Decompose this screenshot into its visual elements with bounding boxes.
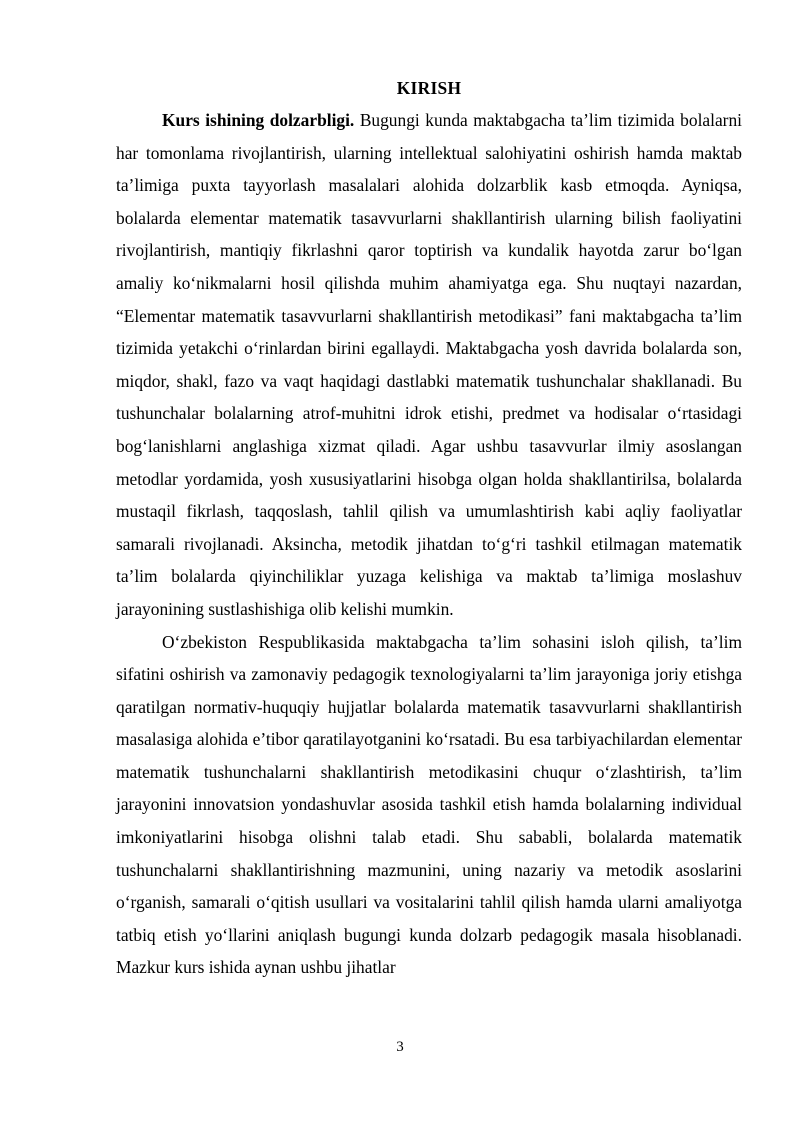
- page-number: 3: [396, 1039, 404, 1055]
- paragraph-body: O‘zbekiston Respublikasida maktabgacha ta’lim sohasini isloh qilish, ta’lim sifatini oshirish va zamonaviy pedagogik texnologiyalarni ta’lim jarayoniga joriy etishga qaratilgan normativ-huquqiy hujjatlar bolalarda matematik tasavvurlarni shakllantirish masalasiga alohida e’tibor qaratilayotganini ko‘rsatadi. Bu esa tarbiyachilardan elementar matematik tushunchalarni shakllantirish metodikasini chuqur o‘zlashtirish, ta’lim jarayonini innovatsion yondashuvlar asosida tashkil etish hamda bolalarning individual imkoniyatlarini hisobga olishni talab etadi. Shu sababli, bolalarda matematik tushunchalarni shakllantirishning mazmunini, uning nazariy va metodik asoslarini o‘rganish, samarali o‘qitish usullari va vositalarini tahlil qilish hamda ularni amaliyotga tatbiq etish yo‘llarini aniqlash bugungi kunda dolzarb pedagogik masala hisoblanadi. Mazkur kurs ishida aynan ushbu jihatlar: [116, 631, 742, 978]
- paragraph-lead-bold: Kurs ishining dolzarbligi.: [162, 110, 355, 130]
- paragraph-relevance: [116, 104, 742, 626]
- section-heading: KIRISH: [396, 78, 462, 98]
- page-content: [116, 76, 742, 984]
- paragraph-body: Bugungi kunda maktabgacha ta’lim tizimida bolalarni har tomonlama rivojlantirish, ularning intellektual salohiyatini oshirish hamda maktab ta’limiga puxta tayyorlash masalalari alohida dolzarblik kasb etmoqda. Ayniqsa, bolalarda elementar matematik tasavvurlarni shakllantirish ularning bilish faoliyatini rivojlantirish, mantiqiy fikrlashni qaror toptirish va kundalik hayotda zarur bo‘lgan amaliy ko‘nikmalarni hosil qilishda muhim ahamiyatga ega. Shu nuqtayi nazardan, “Elementar matematik tasavvurlarni shakllantirish metodikasi” fani maktabgacha ta’lim tizimida yetakchi o‘rinlardan birini egallaydi. Maktabgacha yosh davrida bolalarda son, miqdor, shakl, fazo va vaqt haqidagi dastlabki matematik tushunchalar shakllanadi. Bu tushunchalar bolalarning atrof-muhitni idrok etishi, predmet va hodisalar o‘rtasidagi bog‘lanishlarni anglashiga xizmat qiladi. Agar ushbu tasavvurlar ilmiy asoslangan metodlar yordamida, yosh xususiyatlarini hisobga olgan holda shakllantirilsa, bolalarda mustaqil fikrlash, taqqoslash, tahlil qilish va umumlashtirish kabi aqliy faoliyatlar samarali rivojlanadi. Aksincha, metodik jihatdan to‘g‘ri tashkil etilmagan matematik ta’lim bolalarda qiyinchiliklar yuzaga kelishiga va maktab ta’limiga moslashuv jarayonining sustlashishiga olib kelishi mumkin.: [116, 110, 742, 619]
- paragraph-reforms: [116, 626, 742, 985]
